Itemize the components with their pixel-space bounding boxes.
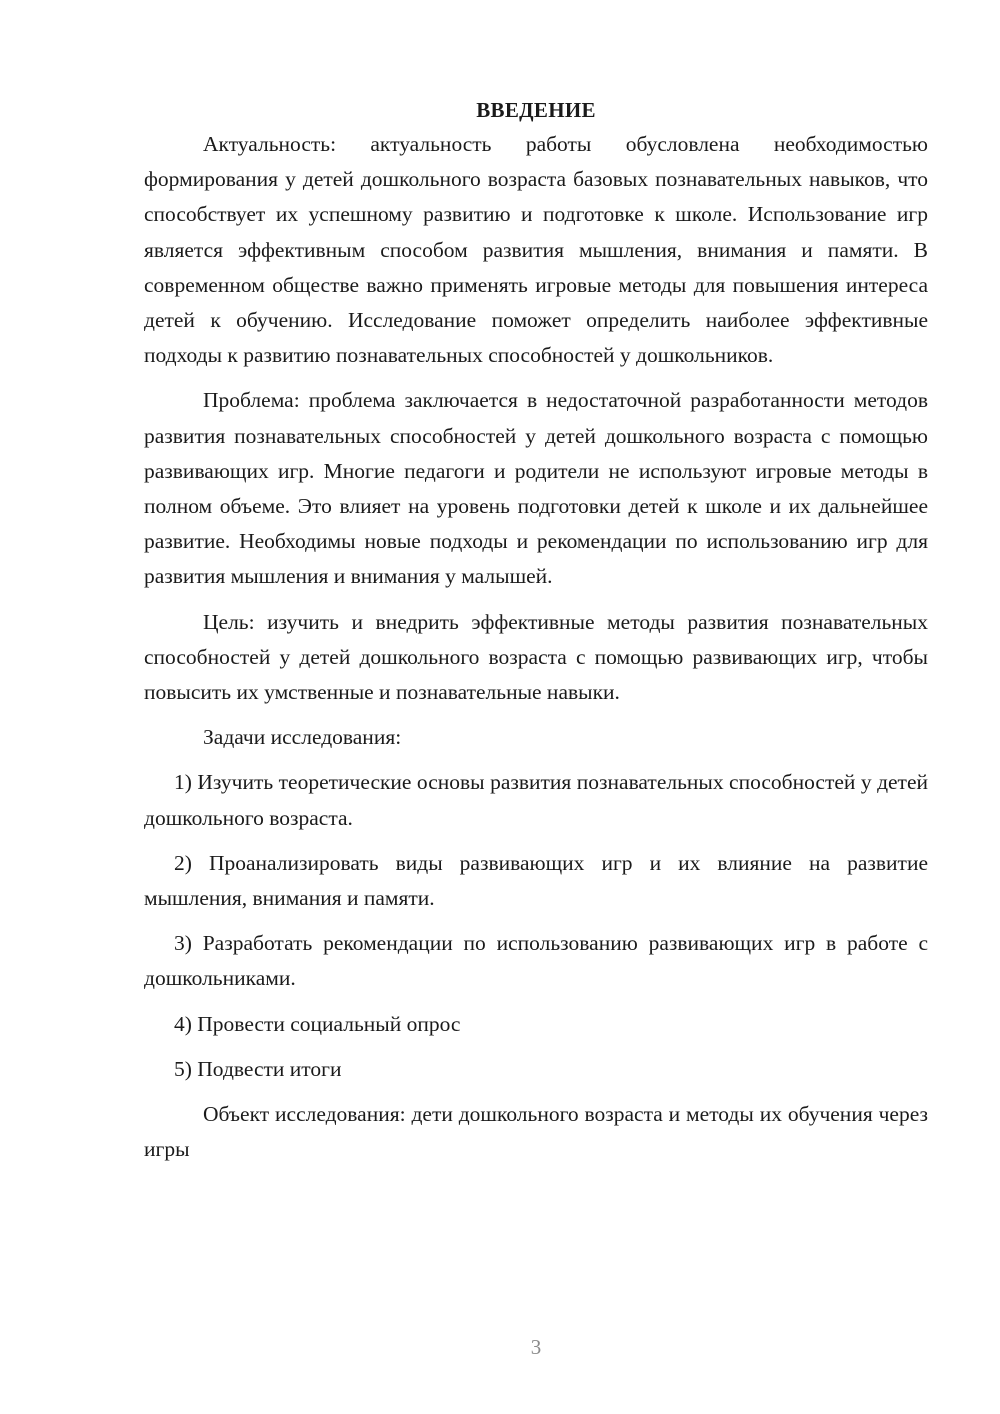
paragraph-goal: Цель: изучить и внедрить эффективные методы развития познавательных способностей у детей дошкольного возраста с помощью развивающих игр, чтобы повысить их умственные и познавательные навыки. — [144, 609, 928, 705]
paragraph-object: Объект исследования: дети дошкольного возраста и методы их обучения через игры — [144, 1102, 928, 1162]
list-item-task-3: 3) Разработать рекомендации по использованию развивающих игр в работе с дошкольниками. — [144, 931, 928, 991]
list-item-task-5: 5) Подвести итоги — [174, 1056, 342, 1081]
paragraph-relevance: Актуальность: актуальность работы обусловлена необходимостью формирования у детей дошкольного возраста базовых познавательных навыков, что способствует их успешному развитию и подготовке к школе. Использование игр является эффективным способом развития мышления, внимания и памяти. В современном обществе важно применять игровые методы для повышения интереса детей к обучению. Исследование поможет определить наиболее эффективные подходы к развитию познавательных способностей у дошкольников. — [144, 132, 928, 368]
paragraph-tasks-heading: Задачи исследования: — [203, 725, 402, 750]
document-page — [144, 95, 928, 1177]
page-title: ВВЕДЕНИЕ — [476, 98, 596, 122]
list-item-task-2: 2) Проанализировать виды развивающих игр и их влияние на развитие мышления, внимания и памяти. — [144, 850, 928, 911]
page-number: 3 — [530, 1335, 542, 1359]
list-item-task-1: 1) Изучить теоретические основы развития познавательных способностей у детей дошкольного возраста. — [144, 770, 928, 830]
list-item-task-4: 4) Провести социальный опрос — [174, 1011, 461, 1036]
paragraph-problem: Проблема: проблема заключается в недостаточной разработанности методов развития познавательных способностей у детей дошкольного возраста с помощью развивающих игр. Многие педагоги и родители не используют игровые методы в полном объеме. Это влияет на уровень подготовки детей к школе и их дальнейшее развитие. Необходимы новые подходы и рекомендации по использованию игр для развития мышления и внимания у малышей. — [144, 388, 928, 589]
